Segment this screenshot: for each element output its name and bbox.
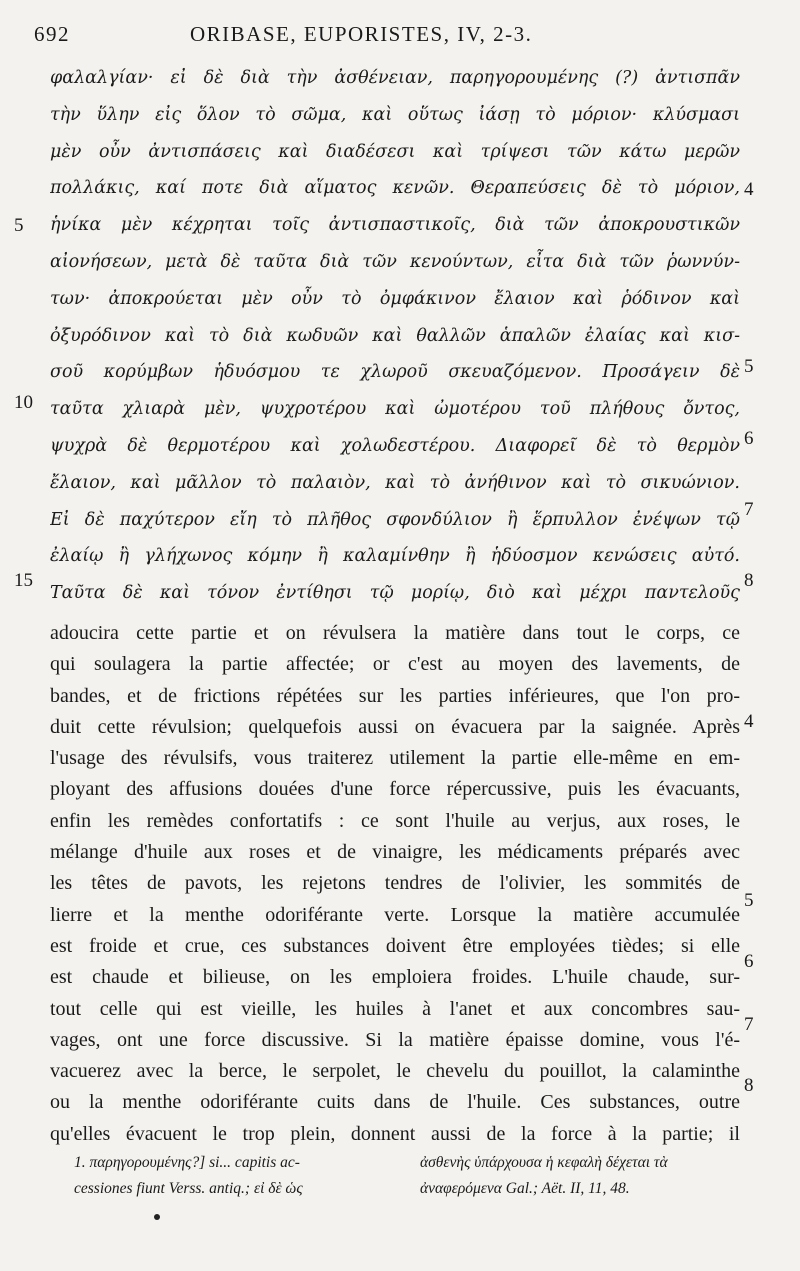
greek-line: τὴν ὕλην εἰς ὅλον τὸ σῶμα, καὶ οὕτως ἰάσῃ τὸ μόριον· κλύσμασι <box>50 104 740 125</box>
french-text-block <box>50 618 740 1150</box>
footnote-left-column <box>74 1150 414 1202</box>
footnote-line: cessiones fiunt Verss. antiq.; εἰ δὲ ὡς <box>74 1180 303 1197</box>
french-line: ou la menthe odoriférante cuits dans de l'huile. Ces substances, outre <box>50 1091 740 1114</box>
french-line: vacuerez avec la berce, le serpolet, le chevelu du pouillot, la calaminthe <box>50 1060 740 1083</box>
greek-line: αἰονήσεων, μετὰ δὲ ταῦτα διὰ τῶν κενούντων, εἶτα διὰ τῶν ῥωννύν- <box>50 251 740 272</box>
greek-line: σοῦ κορύμβων ἡδυόσμου τε χλωροῦ σκευαζόμενον. Προσάγειν δὲ <box>50 362 740 383</box>
footnote-right-column <box>420 1150 750 1202</box>
french-line: adoucira cette partie et on révulsera la matière dans tout le corps, ce <box>50 622 740 644</box>
french-line: mélange d'huile aux roses et de vinaigre, les médicaments préparés avec <box>50 841 740 864</box>
running-header <box>34 22 604 52</box>
greek-line: ὀξυρόδινον καὶ τὸ διὰ κωδυῶν καὶ θαλλῶν ἁπαλῶν ἐλαίας καὶ κισ- <box>50 325 740 346</box>
section-number: 7 <box>744 499 754 520</box>
french-line: tout celle qui est vieille, les huiles à l'anet et aux concombres sau- <box>50 997 740 1020</box>
french-line: vages, ont une force discussive. Si la matière épaisse domine, vous l'é- <box>50 1028 740 1051</box>
greek-line: Εἰ δὲ παχύτερον εἴη τὸ πλῆθος σφονδύλιον ἢ ἕρπυλλον ἐνέψων τῷ <box>50 509 740 530</box>
footnote-line: 1. παρηγορουμένης?] si... capitis ac- <box>74 1154 300 1171</box>
greek-line: ψυχρὰ δὲ θερμοτέρου καὶ χολωδεστέρου. Διαφορεῖ δὲ τὸ θερμὸν <box>50 435 740 456</box>
french-line: est froide et crue, ces substances doivent être employées tièdes; si elle <box>50 934 740 957</box>
greek-line: των· ἀποκρούεται μὲν οὖν τὸ ὀμφάκινον ἔλαιον καὶ ῥόδινον καὶ <box>50 288 740 309</box>
section-number: 7 <box>744 1014 754 1035</box>
running-title: ORIBASE, EUPORISTES, IV, 2-3. <box>190 22 533 46</box>
french-line: bandes, et de frictions répétées sur les parties inférieures, que l'on pro- <box>50 684 740 707</box>
footnote-line: ἀσθενὴς ὑπάρχουσα ἡ κεφαλὴ δέχεται τὰ <box>420 1154 668 1171</box>
greek-line: ἔλαιον, καὶ μᾶλλον τὸ παλαιὸν, καὶ τὸ ἀνήθινον καὶ τὸ σικυώνιον. <box>50 472 740 493</box>
greek-line: φαλαλγίαν· εἰ δὲ διὰ τὴν ἀσθένειαν, παρηγορουμένης (?) ἀντισπᾶν <box>50 68 740 88</box>
greek-text-block <box>50 60 740 612</box>
greek-line-number: 5 <box>14 215 24 236</box>
greek-line: πολλάκις, καί ποτε διὰ αἵματος κενῶν. Θεραπεύσεις δὲ τὸ μόριον, <box>50 178 740 199</box>
section-number: 4 <box>744 711 754 732</box>
greek-line: ἡνίκα μὲν κέχρηται τοῖς ἀντισπαστικοῖς, διὰ τῶν ἀποκρουστικῶν <box>50 215 740 236</box>
greek-line: ταῦτα χλιαρὰ μὲν, ψυχροτέρου καὶ ὠμοτέρου τοῦ πλήθους ὄντος, <box>50 399 740 420</box>
french-line: enfin les remèdes confortatifs : ce sont l'huile au verjus, aux roses, le <box>50 809 740 832</box>
french-line: les têtes de pavots, les rejetons tendres de l'olivier, les sommités de <box>50 872 740 895</box>
french-line: est chaude et bilieuse, on les emploiera froides. L'huile chaude, sur- <box>50 966 740 989</box>
section-number: 5 <box>744 356 754 377</box>
section-number: 4 <box>744 179 754 200</box>
french-line: duit cette révulsion; quelquefois aussi on évacuera par la saignée. Après <box>50 715 740 738</box>
section-number: 6 <box>744 951 754 972</box>
french-line: ployant des affusions douées d'une force répercussive, puis les évacuants, <box>50 778 740 801</box>
section-number: 6 <box>744 428 754 449</box>
greek-line-number: 10 <box>14 392 33 413</box>
greek-line: Ταῦτα δὲ καὶ τόνον ἐντίθησι τῷ μορίῳ, διὸ καὶ μέχρι παντελοῦς <box>50 583 740 604</box>
greek-line: ἐλαίῳ ἢ γλήχωνος κόμην ἢ καλαμίνθην ἢ ἡδύοσμον κενώσεις αὐτό. <box>50 546 740 567</box>
section-number: 8 <box>744 570 754 591</box>
french-line: lierre et la menthe odoriférante verte. Lorsque la matière accumulée <box>50 903 740 926</box>
page-number: 692 <box>34 22 70 46</box>
french-line: qu'elles évacuent le trop plein, donnent aussi de la force à la partie; il <box>50 1122 740 1145</box>
footnote <box>50 1150 750 1240</box>
section-number: 8 <box>744 1075 754 1096</box>
section-number: 5 <box>744 890 754 911</box>
footnote-line: ἀναφερόμενα Gal.; Aët. II, 11, 48. <box>420 1180 630 1197</box>
french-line: l'usage des révulsifs, vous traiterez utilement la partie elle-même en em- <box>50 747 740 770</box>
french-line: qui soulagera la partie affectée; or c'est au moyen des lavements, de <box>50 653 740 676</box>
greek-line: μὲν οὖν ἀντισπάσεις καὶ διαδέσεσι καὶ τρίψεσι τῶν κάτω μερῶν <box>50 141 740 162</box>
print-mark <box>154 1214 160 1220</box>
greek-line-number: 15 <box>14 570 33 591</box>
